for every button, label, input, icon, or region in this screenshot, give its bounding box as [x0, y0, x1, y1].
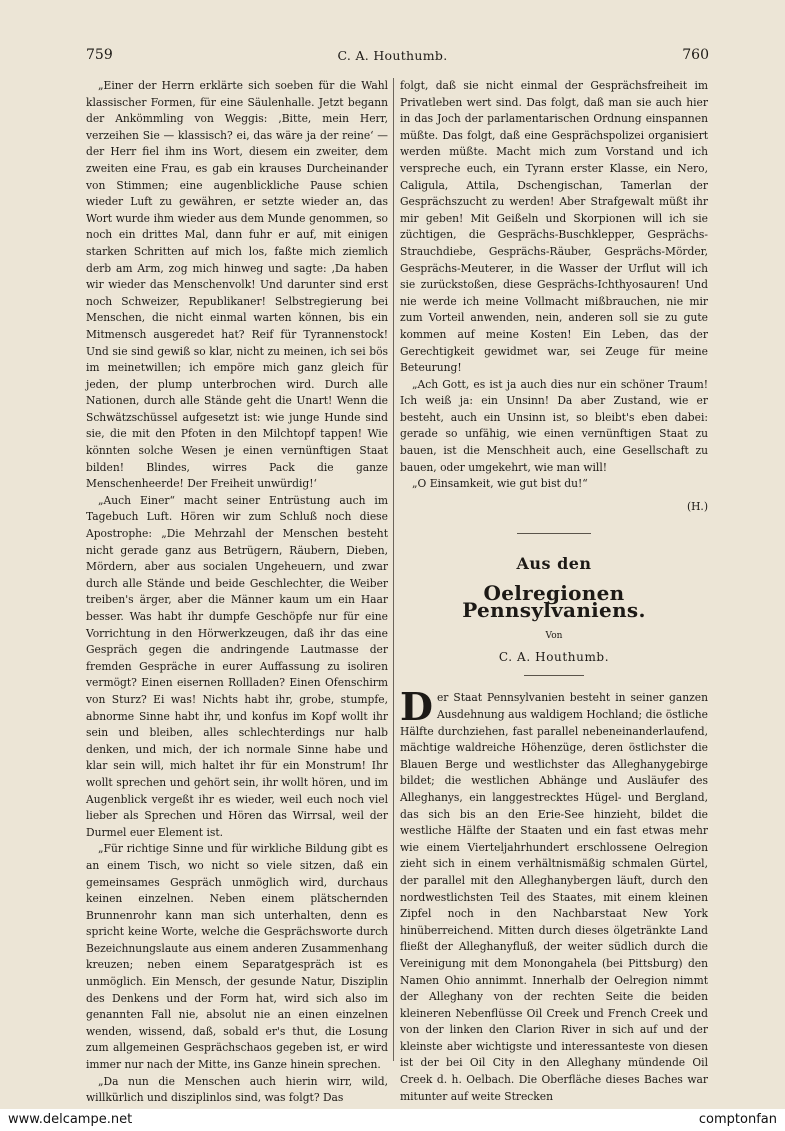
drop-cap: D: [400, 684, 433, 730]
article-title-line2: Oelregionen Pennsylvaniens.: [462, 581, 646, 622]
article-body: [400, 684, 708, 1105]
running-head: C. A. Houthumb.: [337, 48, 448, 63]
watermark-right: comptonfan: [698, 1112, 777, 1127]
paragraph: „Auch Einer“ macht seiner Entrüstung auch im Tagebuch Luft. Hören wir zum Schluß noch diese Apostrophe: „Die Mehrzahl der Menschen besteht nicht gerade ganz aus Betrügern, Räubern, Dieben, Mördern, aber aus socialen Ungeheuern, und zwar durch alle Stände und beide Geschlechter, die Weiber treiben's ärger, aber die Männer kaum um ein Haar besser. Was habt ihr dumpfe Geschöpfe nur für eine Vorrichtung in den Hörwerkzeugen, daß ihr das eine Gespräch gegen die andringende Lautmasse der fremden Gespräche in eurer Auffassung zu isoliren vermögt? Einen eisernen Rollladen? Einen Ofenschirm von Sturz? Ei was! Nichts habt ihr, grobe, stumpfe, abnorme Sinne habt ihr, und konfus im Kopf wollt ihr sein und bleiben, alles schlechterdings nur halb denken, und mich, der ich normale Sinne habe und klar sein will, mich haltet ihr für ein Monstrum! Ihr wollt sprechen und gehört sein, ihr wollt hören, und im Augenblick vergeßt ihr es wieder, weil euch noch viel lieber als Sprechen und Hören das Wirrsal, weil der Durmel euer Element ist.: [86, 493, 388, 839]
right-column: [400, 78, 708, 1105]
page-number-left: 759: [86, 47, 113, 63]
section-divider: [517, 533, 591, 534]
signature: (H.): [686, 499, 708, 513]
paragraph: „Ach Gott, es ist ja auch dies nur ein schöner Traum! Ich weiß ja: ein Unsinn! Da aber Zustand, wie er besteht, auch ein Unsinn ist, so bleibt's eben dabei: gerade so unfähig, wie einen vernünftigen Staat zu bauen, ist die Menschheit auch, eine Gesellschaft zu bauen, oder umgekehrt, wie man will!: [400, 377, 708, 474]
article-body-text: er Staat Pennsylvanien besteht in seiner ganzen Ausdehnung aus waldigem Hochland; die östliche Hälfte durchziehen, fast parallel nebeneinanderlaufend, mächtige waldreiche Höhenzüge, deren östlichster die Blauen Berge und westlichster das Alleghanygebirge bildet; die westlichen Abhänge und Ausläufer des Alleghanys, ein langgestrecktes Hügel- und Bergland, das sich bis an den Erie-See hinzieht, bildet die westliche Hälfte der Staaten und ein fast etwas mehr wie einem Vierteljahrhundert erschlossene Oelregion zieht sich in einem verhältnismäßig schmalen Gürtel, der parallel mit den Alleghanybergen läuft, durch den nordwestlichsten Teil des Staates, mit einem kleinen Zipfel noch in den Nachbarstaat New York hinüberreichend. Mitten durch dieses ölgetränkte Land fließt der Alleghanyfluß, der weiter südlich durch die Vereinigung mit dem Monongahela (bei Pittsburg) den Namen Ohio annimmt. Innerhalb der Oelregion nimmt der Alleghany von der rechten Seite die beiden kleineren Nebenflüsse Oil Creek und French Creek und von der linken den Clarion River in sich auf und der kleinste aber wichtigste und interessanteste von diesen ist der bei Oil City in den Alleghany mündende Oil Creek d. h. Oelbach. Die Oberfläche dieses Baches war mitunter auf weite Strecken: [400, 691, 708, 1103]
watermark-left: www.delcampe.net: [8, 1112, 133, 1127]
left-column: [86, 78, 388, 1107]
column-divider: [393, 78, 394, 1061]
title-divider: [524, 675, 584, 676]
article-title-line1: Aus den: [516, 554, 592, 574]
paragraph: „O Einsamkeit, wie gut bist du!“: [412, 477, 588, 491]
page-number-right: 760: [682, 47, 709, 63]
paragraph: „Einer der Herrn erklärte sich soeben für die Wahl klassischer Formen, für eine Säulenhalle. Jetzt begann der Ankömmling von Weggis: ‚Bitte, mein Herr, verzeihen Sie — klassisch? ei, das wäre ja der reine‘ — der Herr fiel ihm ins Wort, diesem ein zweiter, dem zweiten eine Frau, es gab ein krauses Durcheinander von Stimmen; eine augenblickliche Pause schien wieder Luft zu gewähren, er setzte wieder an, das Wort wurde ihm wieder aus dem Munde genommen, so noch ein drittes Mal, dann fuhr er auf, mit einigen starken Schritten auf mich los, faßte mich ziemlich derb am Arm, zog mich hinweg und sagte: ‚Da haben wir wieder das Menschenvolk! Und darunter sind erst noch Schweizer, Republikaner! Selbstregierung bei Menschen, die nicht einmal warten können, bis ein Mitmensch ausgeredet hat? Reif für Tyrannenstock! Und sie sind gewiß so klar, nicht zu meinen, ich sei bös im meinetwillen; ich empöre mich ganz gleich für jeden, der plump unterbrochen wird. Durch alle Nationen, durch alle Stände geht die Unart! Wenn die Schwätzschüssel aufgesetzt ist: wie junge Hunde sind sie, die mit den Pfoten in den Milchtopf tappen! Wie könnten solche Wesen je einen vernünftigen Staat bilden! Blindes, wirres Pack die ganze Menschenheerde! Der Freiheit unwürdig!‘: [86, 79, 388, 491]
paragraph: „Da nun die Menschen auch hierin wirr, wild, willkürlich und disziplinlos sind, was folgt? Das: [86, 1074, 388, 1105]
paragraph: „Für richtige Sinne und für wirkliche Bildung gibt es an einem Tisch, wo nicht so viele sitzen, daß ein gemeinsames Gespräch unmöglich wird, durchaus keinen einzelnen. Neben einem plätschernden Brunnenrohr kann man sich unterhalten, denn es spricht keine Worte, welche die Gesprächsworte durch Bezeichnungslaute aus einem anderen Zusammenhang kreuzen; neben einem Separatgespräch ist es unmöglich. Ein Mensch, der gesunde Natur, Disziplin des Denkens und der Form hat, wird sich also im genannten Fall nie, absolut nie an einen einzelnen wenden, wissend, daß, sobald er's thut, die Losung zum allgemeinen Gesprächschaos gegeben ist, er wird immer nur nach der Mitte, ins Ganze hinein sprechen.: [86, 842, 388, 1072]
article-author: C. A. Houthumb.: [498, 649, 610, 664]
paragraph: folgt, daß sie nicht einmal der Gesprächsfreiheit im Privatleben wert sind. Das folgt, daß man sie auch hier in das Joch der parlamentarischen Ordnung einspannen müßte. Das folgt, daß eine Gesprächspolizei organisiert werden müßte. Macht mich zum Vorstand und ich verspreche euch, ein Tyrann erster Klasse, ein Nero, Caligula, Attila, Dschengischan, Tamerlan der Gesprächszucht zu werden! Aber Strafgewalt müßt ihr mir geben! Mit Geißeln und Skorpionen will ich sie züchtigen, die Gesprächs-Buschklepper, Gesprächs-Strauchdiebe, Gesprächs-Räuber, Gesprächs-Mörder, Gesprächs-Meuterer, in die Wasser der Urflut will ich sie zurückstoßen, diese Gesprächs-Ichthyosauren! Und nie werde ich meine Vollmacht mißbrauchen, nie mir zum Vorteil anwenden, nein, anderen soll sie zu gute kommen auf meine Kosten! Ein Leben, das der Gerechtigkeit gewidmet war, sei Zeuge für meine Beteurung!: [400, 79, 708, 375]
article-byline-von: Von: [545, 631, 563, 642]
